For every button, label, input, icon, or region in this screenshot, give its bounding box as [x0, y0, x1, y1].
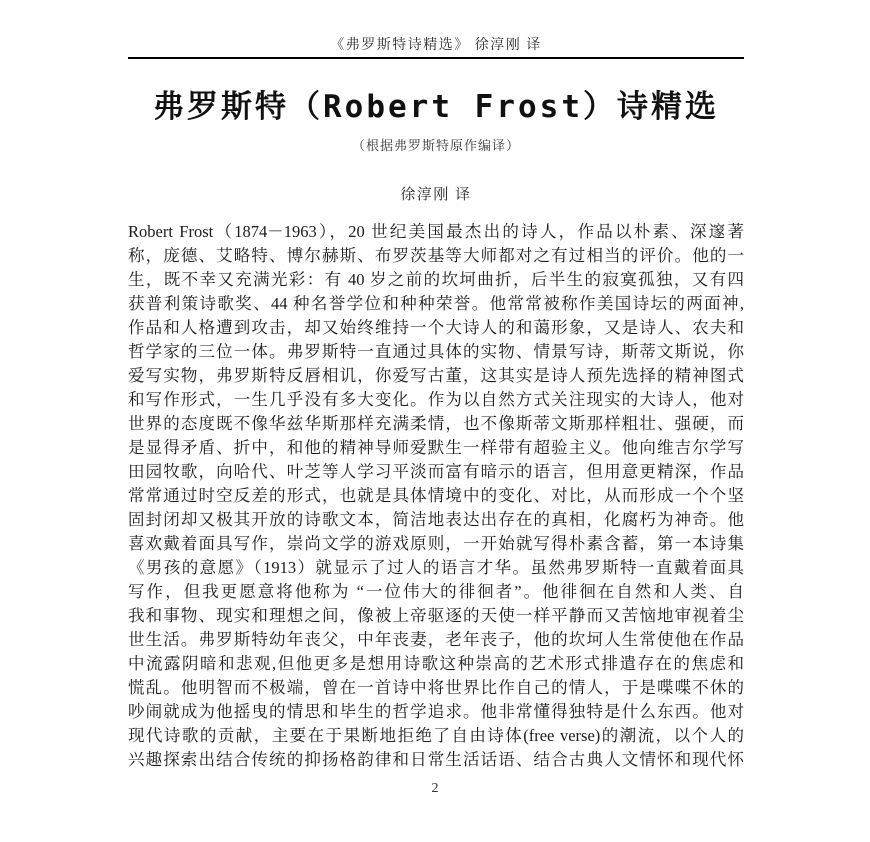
body-line: 慌乱。他明智而不极端，曾在一首诗中将世界比作自己的情人，于是喋喋不休的 — [128, 678, 744, 697]
body-line: 写作，但我更愿意将他称为 “一位伟大的徘徊者”。他徘徊在自然和人类、自 — [128, 582, 744, 601]
body-line: 常常通过时空反差的形式，也就是具体情境中的变化、对比，从而形成一个个坚 — [128, 486, 744, 505]
page-number: 2 — [431, 781, 439, 796]
body-line: Robert Frost（1874－1963），20 世纪美国最杰出的诗人，作品以朴素、深邃著 — [128, 222, 744, 241]
body-line: 《男孩的意愿》（1913）就显示了过人的语言才华。虽然弗罗斯特一直戴着面具 — [128, 558, 744, 577]
body-line: 获普利策诗歌奖、44 种名誉学位和种种荣誉。他常常被称作美国诗坛的两面神, — [128, 294, 744, 313]
body-line: 爱写实物，弗罗斯特反唇相讥，你爱写古董，这其实是诗人预先选择的精神图式 — [128, 366, 744, 385]
body-line: 我和事物、现实和理想之间，像被上帝驱逐的天使一样平静而又苦恼地审视着尘 — [128, 606, 744, 625]
body-line: 是显得矛盾、折中，和他的精神导师爱默生一样带有超验主义。他向维吉尔学写 — [128, 438, 744, 457]
body-line: 和写作形式，一生几乎没有多大变化。作为以自然方式关注现实的大诗人，他对 — [128, 390, 744, 409]
body-line: 作品和人格遭到攻击，却又始终维持一个大诗人的和蔼形象，又是诗人、农夫和 — [128, 318, 744, 337]
running-header: 《弗罗斯特诗精选》 徐淳刚 译 — [330, 38, 542, 53]
body-line: 世界的态度既不像华兹华斯那样充满柔情，也不像斯蒂文斯那样粗壮、强硬，而 — [128, 414, 744, 433]
body-line: 哲学家的三位一体。弗罗斯特一直通过具体的实物、情景写诗，斯蒂文斯说，你 — [128, 342, 744, 361]
header-rule — [128, 57, 744, 59]
body-line: 称，庞德、艾略特、博尔赫斯、布罗茨基等大师都对之有过相当的评价。他的一 — [128, 246, 744, 265]
page-subtitle: （根据弗罗斯特原作编译） — [351, 138, 520, 153]
body-line: 固封闭却又极其开放的诗歌文本，简洁地表达出存在的真相，化腐朽为神奇。他 — [128, 510, 744, 529]
body-line: 兴趣探索出结合传统的抑扬格韵律和日常生活话语、结合古典人文情怀和现代怀 — [128, 750, 744, 769]
body-line: 现代诗歌的贡献，主要在于果断地拒绝了自由诗体(free verse)的潮流，以个人的 — [128, 726, 744, 745]
body-line: 喜欢戴着面具写作，崇尚文学的游戏原则，一开始就写得朴素含蓄，第一本诗集 — [128, 534, 744, 553]
body-line: 生，既不幸又充满光彩：有 40 岁之前的坎坷曲折，后半生的寂寞孤独，又有四 — [128, 270, 744, 289]
body-line: 世生活。弗罗斯特幼年丧父，中年丧妻，老年丧子，他的坎坷人生常使他在作品 — [128, 630, 744, 649]
body-line: 中流露阴暗和悲观,但他更多是想用诗歌这种崇高的艺术形式排遣存在的焦虑和 — [128, 654, 744, 673]
translator-line: 徐淳刚 译 — [400, 187, 472, 203]
body-line: 吵闹就成为他摇曳的情思和毕生的哲学追求。他非常懂得独特是什么东西。他对 — [128, 702, 744, 721]
body-paragraph — [128, 220, 744, 772]
body-line: 田园牧歌，向哈代、叶芝等人学习平淡而富有暗示的语言，但用意更精深，作品 — [128, 462, 744, 481]
page-title: 弗罗斯特（Robert Frost）诗精选 — [153, 89, 719, 125]
